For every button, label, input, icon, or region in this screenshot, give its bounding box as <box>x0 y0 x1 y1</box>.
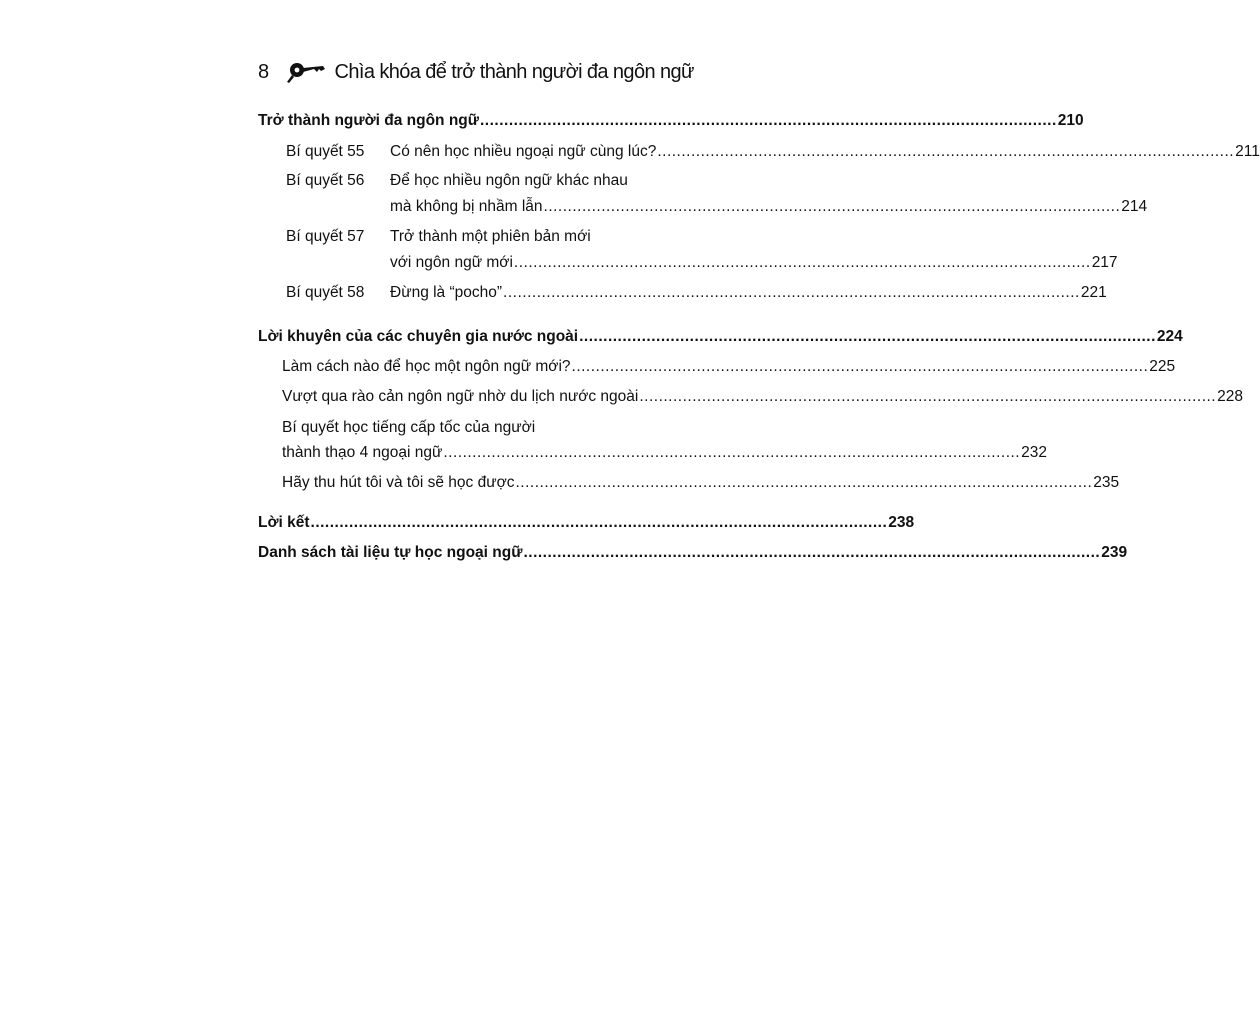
toc-entry[interactable] <box>390 143 1260 161</box>
dot-leader: ........................................................................................................................ <box>657 143 1235 160</box>
toc-entry-page: 232 <box>1021 444 1047 461</box>
toc-entry-title: Lời khuyên của các chuyên gia nước ngoài <box>258 328 579 345</box>
toc-entry-page: 221 <box>1080 284 1107 301</box>
dot-leader: ........................................................................................................................ <box>480 112 1057 129</box>
toc-entry-page: 225 <box>1149 358 1176 375</box>
toc-entry-section[interactable] <box>258 328 1183 346</box>
secret-number: Bí quyết 57 <box>286 228 365 245</box>
toc-entry-title-line1: Trở thành một phiên bản mới <box>390 228 591 245</box>
secret-number: Bí quyết 58 <box>286 284 365 301</box>
toc-entry-title: Hãy thu hút tôi và tôi sẽ học được <box>282 474 515 491</box>
secret-number: Bí quyết 56 <box>286 172 365 189</box>
toc-entry-title-line2: mà không bị nhầm lẫn <box>390 198 543 215</box>
toc-entry-title-line2: với ngôn ngữ mới <box>390 254 513 271</box>
dot-leader: ........................................................................................................................ <box>543 198 1121 215</box>
toc-entry-page: 217 <box>1091 254 1118 271</box>
toc-entry[interactable] <box>390 284 1107 302</box>
toc-entry[interactable] <box>282 358 1176 376</box>
toc-entry-page: 211 <box>1235 143 1260 160</box>
toc-entry[interactable] <box>282 444 1047 462</box>
book-title: Chìa khóa để trở thành người đa ngôn ngữ <box>334 60 694 83</box>
toc-entry-title: Vượt qua rào cản ngôn ngữ nhờ du lịch nước ngoài <box>282 388 639 405</box>
dot-leader: ........................................................................................................................ <box>443 444 1021 461</box>
dot-leader: ........................................................................................................................ <box>523 544 1101 561</box>
toc-entry-title: Làm cách nào để học một ngôn ngữ mới? <box>282 358 571 375</box>
toc-entry-page: 235 <box>1093 474 1120 491</box>
dot-leader: ........................................................................................................................ <box>310 514 888 531</box>
toc-entry-title-line2: thành thạo 4 ngoại ngữ <box>282 444 443 461</box>
toc-entry-section[interactable] <box>258 544 1128 562</box>
toc-entry-page: 239 <box>1101 544 1128 561</box>
toc-entry-title: Đừng là “pocho” <box>390 284 503 301</box>
running-header <box>258 60 694 84</box>
dot-leader: ........................................................................................................................ <box>639 388 1217 405</box>
dot-leader: ........................................................................................................................ <box>571 358 1149 375</box>
secret-number: Bí quyết 55 <box>286 143 365 160</box>
dot-leader: ........................................................................................................................ <box>515 474 1093 491</box>
toc-entry-title: Lời kết <box>258 514 310 531</box>
key-icon <box>283 60 327 84</box>
toc-entry-page: 228 <box>1217 388 1243 405</box>
toc-entry-page: 224 <box>1156 328 1183 345</box>
toc-entry[interactable] <box>282 388 1243 406</box>
toc-entry-title: Có nên học nhiều ngoại ngữ cùng lúc? <box>390 143 657 160</box>
toc-entry-page: 210 <box>1057 112 1084 129</box>
dot-leader: ........................................................................................................................ <box>579 328 1156 345</box>
dot-leader: ........................................................................................................................ <box>513 254 1091 271</box>
toc-entry-title: Danh sách tài liệu tự học ngoại ngữ <box>258 544 523 561</box>
toc-entry-title: Trở thành người đa ngôn ngữ <box>258 112 479 129</box>
toc-entry-page: 214 <box>1121 198 1148 215</box>
toc-entry-section[interactable] <box>258 514 915 532</box>
toc-entry-section[interactable] <box>258 112 1084 130</box>
toc-entry-page: 238 <box>888 514 915 531</box>
toc-entry[interactable] <box>390 198 1148 216</box>
page-number: 8 <box>258 60 269 83</box>
toc-entry-title-line1: Để học nhiều ngôn ngữ khác nhau <box>390 172 628 189</box>
toc-entry[interactable] <box>390 254 1118 272</box>
dot-leader: ........................................................................................................................ <box>503 284 1080 301</box>
toc-entry[interactable] <box>282 474 1120 492</box>
toc-entry-title-line1: Bí quyết học tiếng cấp tốc của người <box>282 419 536 436</box>
